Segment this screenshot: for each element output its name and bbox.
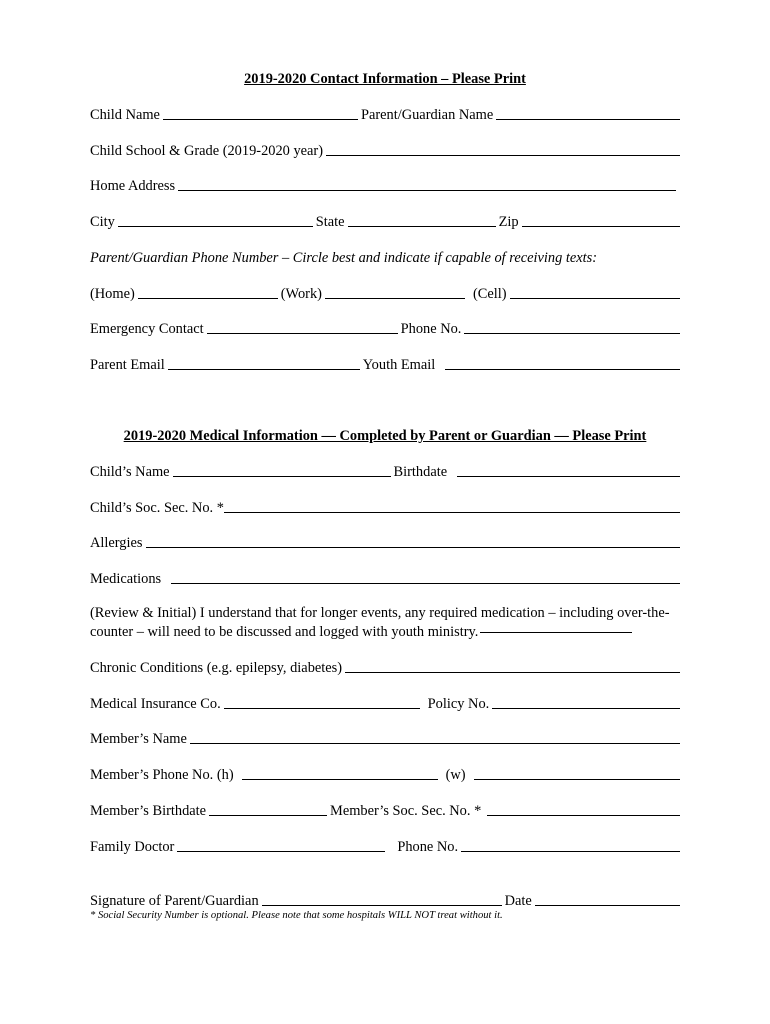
parent-email-label: Parent Email [90,357,165,373]
chronic-conditions-field[interactable] [345,672,680,673]
city-field[interactable] [118,226,313,227]
city-state-zip-row [90,211,680,231]
members-phone-w-label: (w) [445,767,466,783]
members-birthdate-field[interactable] [209,815,327,816]
members-phone-w-field[interactable] [474,779,680,780]
insurance-row [90,693,680,713]
members-ssn-field[interactable] [487,815,680,816]
doctor-phone-label: Phone No. [397,839,459,855]
school-grade-label: Child School & Grade (2019-2020 year) [90,143,323,159]
members-phone-h-field[interactable] [242,779,438,780]
members-ssn-label: Member’s Soc. Sec. No. * [330,803,482,819]
review-initial-text: (Review & Initial) I understand that for longer events, any required medication – including over-the-counter – will need to be discussed and logged with youth ministry. [90,605,670,640]
contact-section-title: 2019-2020 Contact Information – Please Print [244,71,526,87]
signature-row [90,890,680,910]
review-initial-field[interactable] [480,632,632,633]
home-address-label: Home Address [90,178,176,194]
email-row [90,354,680,374]
doctor-phone-field[interactable] [461,851,680,852]
allergies-label: Allergies [90,535,143,551]
members-birthdate-row [90,800,680,820]
work-phone-field[interactable] [325,298,465,299]
city-label: City [90,214,115,230]
insurance-co-label: Medical Insurance Co. [90,696,221,712]
state-label: State [315,214,345,230]
home-phone-label: (Home) [90,286,135,302]
state-field[interactable] [348,226,496,227]
parent-name-field[interactable] [496,119,680,120]
chronic-conditions-label: Chronic Conditions (e.g. epilepsy, diabetes) [90,660,343,676]
policy-no-label: Policy No. [427,696,490,712]
medications-field[interactable] [171,583,680,584]
emergency-phone-field[interactable] [464,333,680,334]
members-name-label: Member’s Name [90,731,187,747]
insurance-co-field[interactable] [224,708,420,709]
birthdate-field[interactable] [457,476,680,477]
home-address-field[interactable] [178,190,676,191]
youth-email-label: Youth Email [362,357,436,373]
medical-section-title: 2019-2020 Medical Information — Completed by Parent or Guardian — Please Print [123,428,647,444]
review-initial-paragraph [90,604,680,642]
emergency-contact-field[interactable] [207,333,398,334]
medications-label: Medications [90,571,162,587]
emergency-contact-row [90,318,680,338]
cell-phone-field[interactable] [510,298,680,299]
parent-email-field[interactable] [168,369,360,370]
childs-ssn-row [90,497,680,517]
policy-no-field[interactable] [492,708,680,709]
chronic-conditions-row [90,657,680,677]
phone-numbers-row [90,283,680,303]
members-phone-h-label: Member’s Phone No. (h) [90,767,234,783]
family-doctor-row [90,836,680,856]
home-address-row [90,175,680,195]
home-phone-field[interactable] [138,298,278,299]
allergies-row [90,532,680,552]
school-grade-row [90,140,680,160]
cell-phone-label: (Cell) [472,286,507,302]
child-name-field[interactable] [163,119,358,120]
emergency-phone-label: Phone No. [400,321,462,337]
signature-label: Signature of Parent/Guardian [90,893,259,909]
phone-instructions: Parent/Guardian Phone Number – Circle best and indicate if capable of receiving texts: [90,250,598,266]
childs-name-row [90,461,680,481]
members-phone-row [90,764,680,784]
allergies-field[interactable] [146,547,681,548]
signature-field[interactable] [262,905,502,906]
date-field[interactable] [535,905,680,906]
child-name-row [90,104,680,124]
date-label: Date [504,893,532,909]
childs-ssn-field[interactable] [224,512,680,513]
zip-label: Zip [498,214,519,230]
youth-email-field[interactable] [445,369,680,370]
childs-name-field[interactable] [173,476,391,477]
childs-ssn-label: Child’s Soc. Sec. No. * [90,500,224,516]
medications-row [90,568,680,588]
child-name-label: Child Name [90,107,160,123]
members-name-row [90,728,680,748]
zip-field[interactable] [522,226,680,227]
birthdate-label: Birthdate [393,464,448,480]
school-grade-field[interactable] [326,155,680,156]
work-phone-label: (Work) [280,286,322,302]
ssn-footnote: * Social Security Number is optional. Please note that some hospitals WILL NOT treat without it. [90,910,503,921]
family-doctor-label: Family Doctor [90,839,175,855]
family-doctor-field[interactable] [177,851,385,852]
emergency-contact-label: Emergency Contact [90,321,204,337]
members-birthdate-label: Member’s Birthdate [90,803,207,819]
members-name-field[interactable] [190,743,680,744]
childs-name-label: Child’s Name [90,464,170,480]
parent-name-label: Parent/Guardian Name [360,107,494,123]
